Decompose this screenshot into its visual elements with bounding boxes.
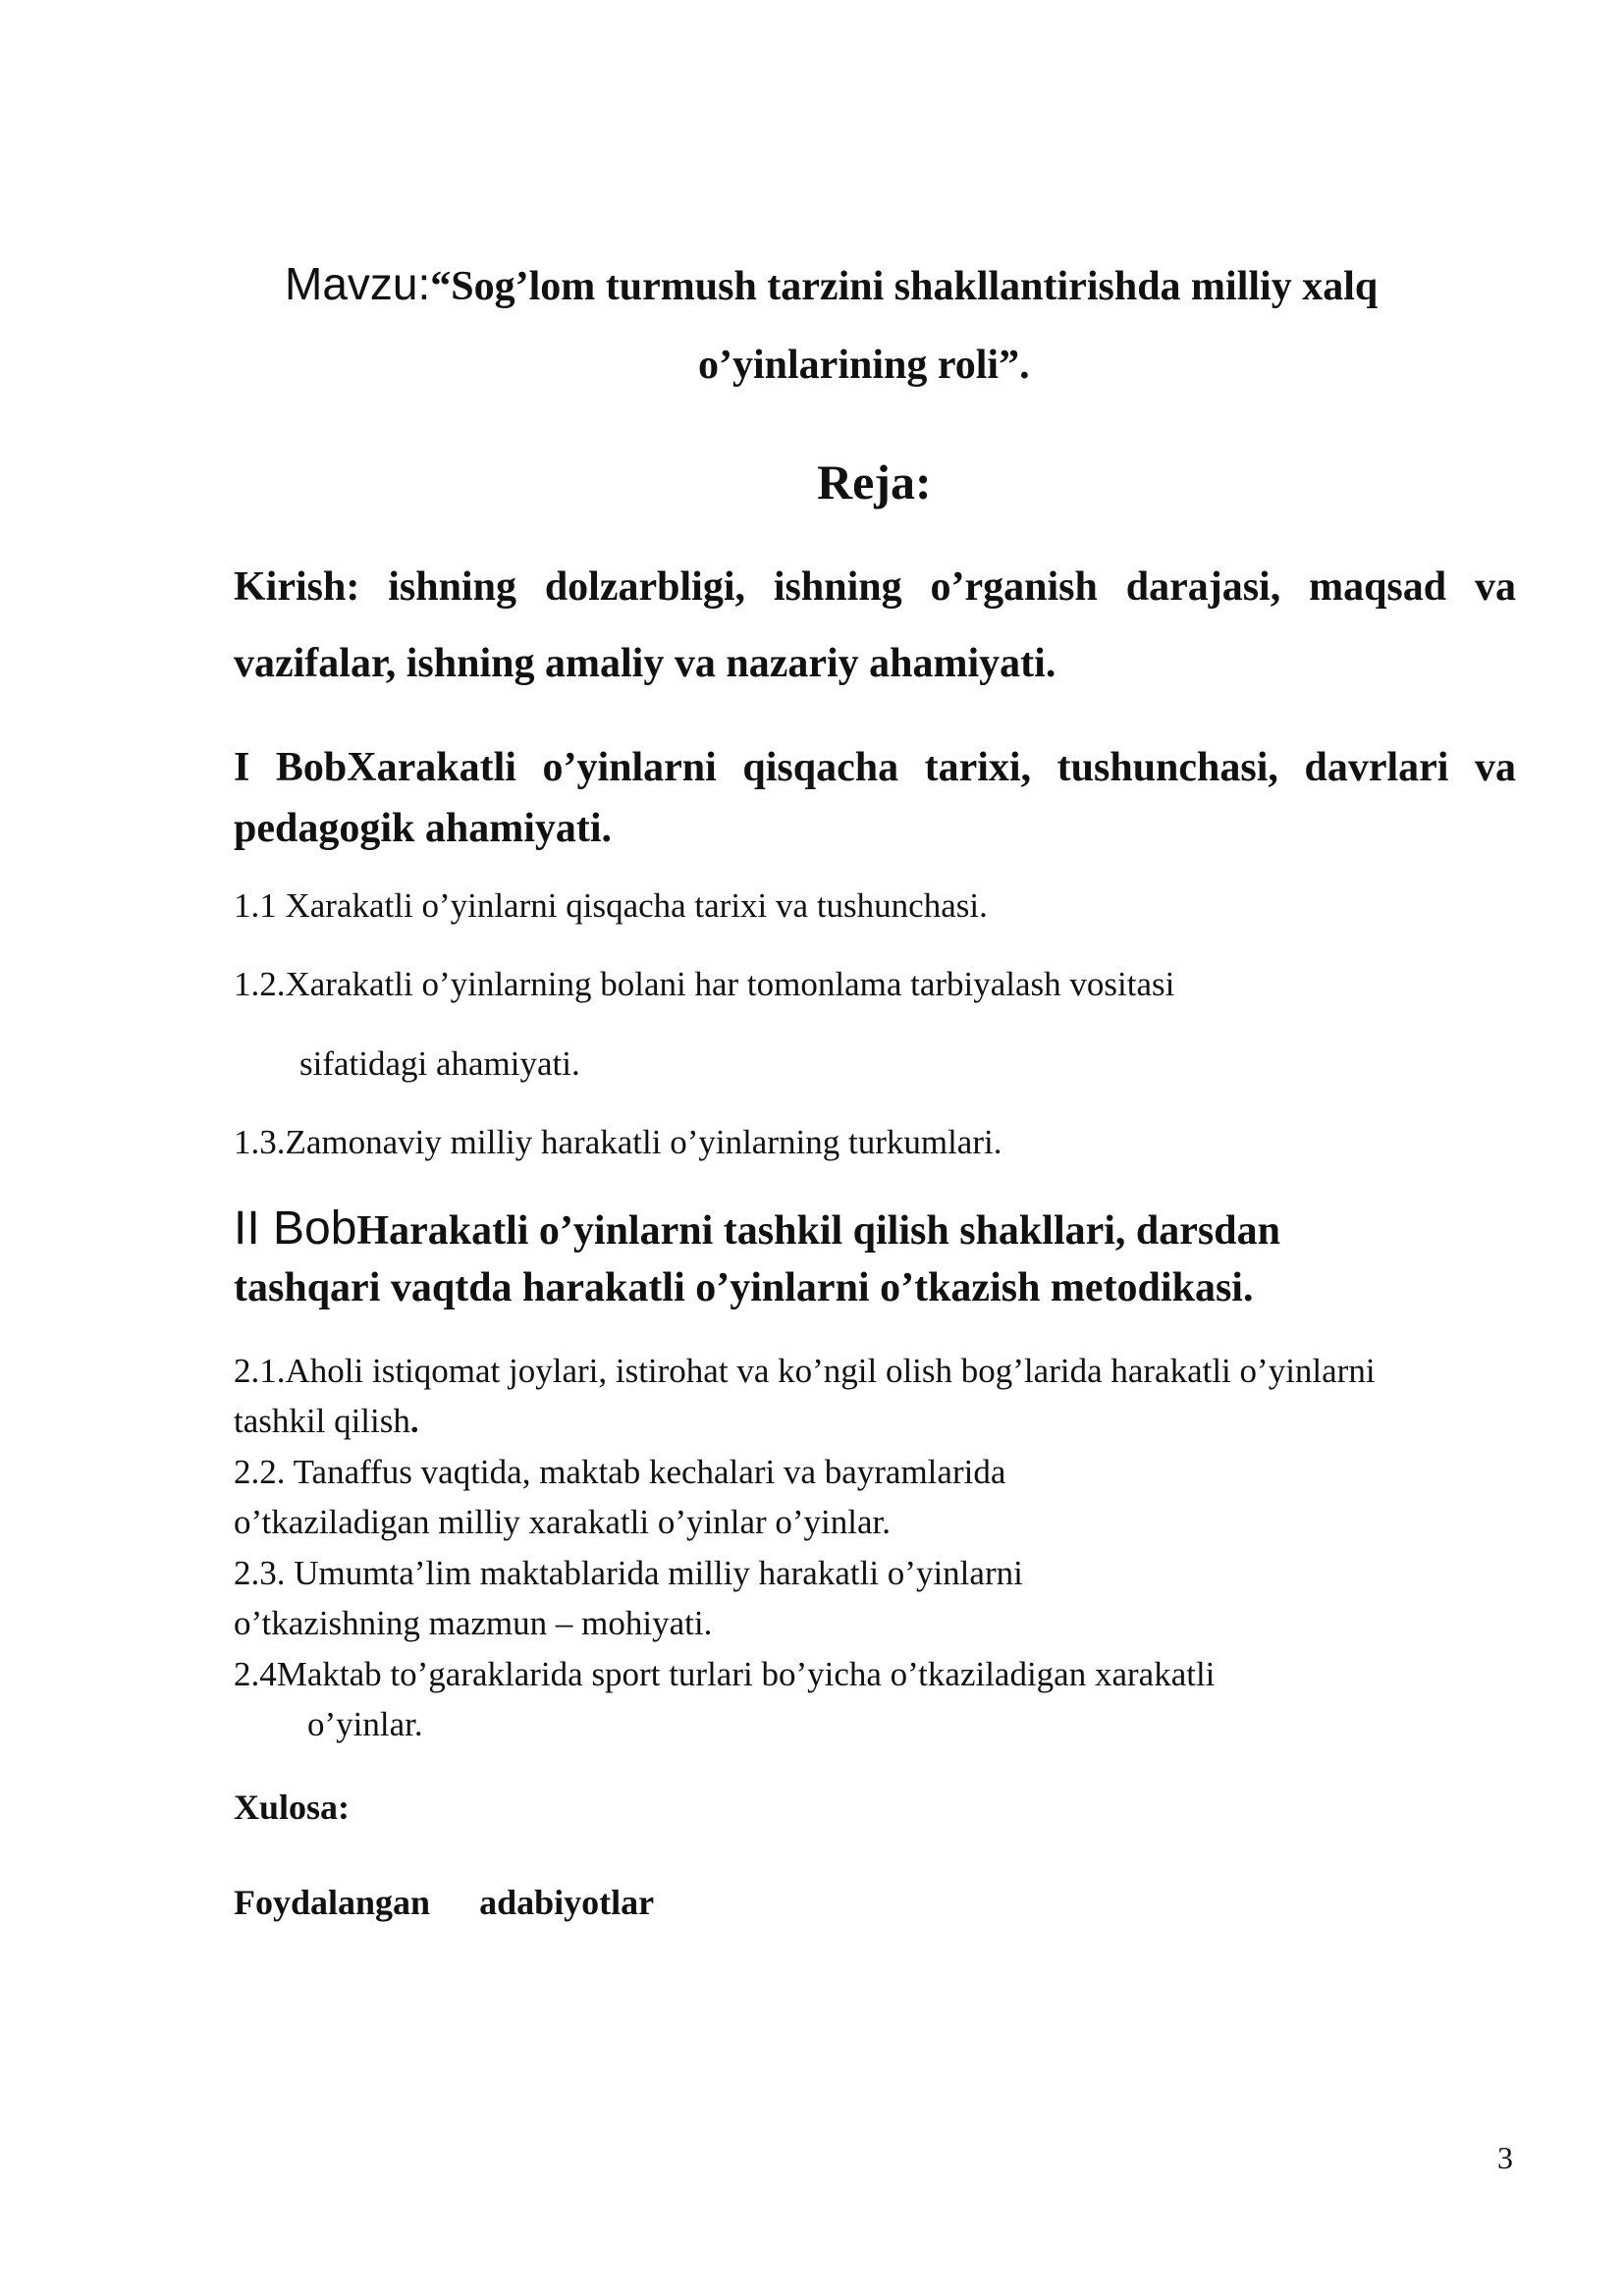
- title-prefix: Mavzu:: [285, 258, 431, 309]
- plan-heading: Reja:: [817, 454, 932, 509]
- chapter2-item-4-continued: o’yinlar.: [307, 1705, 423, 1743]
- chapter1-item-2: 1.2.Xarakatli o’yinlarning bolani har tomonlama tarbiyalash vositasi: [234, 965, 1175, 1003]
- chapter2-prefix: II Bob: [234, 1202, 357, 1255]
- references-word-1: Foydalangan: [234, 1883, 431, 1922]
- chapter1-item-1: 1.1 Xarakatli o’yinlarni qisqacha tarixi va tushunchasi.: [234, 886, 988, 925]
- intro-line-1: Kirish: ishning dolzarbligi, ishning o’rganish darajasi, maqsad va: [234, 564, 1516, 610]
- chapter2-item-1: 2.1.Aholi istiqomat joylari, istirohat va ko’ngil olish bog’larida harakatli o’yinlarni: [234, 1352, 1376, 1390]
- chapter2-heading-text: Harakatli o’yinlarni tashkil qilish shakllari, darsdan: [356, 1208, 1280, 1254]
- chapter2-item-3: 2.3. Umumta’lim maktablarida milliy harakatli o’yinlarni: [234, 1554, 1023, 1592]
- chapter2-heading-line-1: [234, 1201, 1280, 1255]
- chapter1-heading-line-2: pedagogik ahamiyati.: [234, 806, 613, 851]
- title-line-2: o’yinlarining roli”.: [698, 343, 1030, 388]
- chapter1-item-3: 1.3.Zamonaviy milliy harakatli o’yinlarning turkumlari.: [234, 1123, 1002, 1161]
- chapter2-item-1-continued: [234, 1402, 419, 1441]
- chapter2-item-4: 2.4Maktab to’garaklarida sport turlari bo’yicha o’tkaziladigan xarakatli: [234, 1655, 1216, 1693]
- title-text: “Sog’lom turmush tarzini shakllantirishda milliy xalq: [430, 264, 1379, 309]
- chapter1-item-2-continued: sifatidagi ahamiyati.: [299, 1044, 580, 1083]
- references-word-2: adabiyotlar: [479, 1883, 655, 1922]
- conclusion-heading: Xulosa:: [234, 1788, 351, 1827]
- chapter2-item-2-continued: o’tkaziladigan milliy xarakatli o’yinlar o’yinlar.: [234, 1503, 892, 1541]
- chapter2-heading-line-2: tashqari vaqtda harakatli o’yinlarni o’tkazish metodikasi.: [234, 1265, 1254, 1310]
- page-number: 3: [1497, 2140, 1513, 2175]
- chapter2-item-3-continued: o’tkazishning mazmun – mohiyati.: [234, 1604, 713, 1642]
- chapter1-heading-line-1: I BobXarakatli o’yinlarni qisqacha tarixi, tushunchasi, davrlari va: [234, 745, 1516, 790]
- intro-line-2: vazifalar, ishning amaliy va nazariy ahamiyati.: [234, 641, 1056, 686]
- chapter2-item-1-tail: tashkil qilish: [234, 1402, 410, 1440]
- title-line-1: [285, 257, 1378, 310]
- chapter2-item-2: 2.2. Tanaffus vaqtida, maktab kechalari va bayramlarida: [234, 1453, 1006, 1491]
- references-heading: [234, 1882, 654, 1923]
- chapter2-item-1-period: .: [409, 1402, 419, 1440]
